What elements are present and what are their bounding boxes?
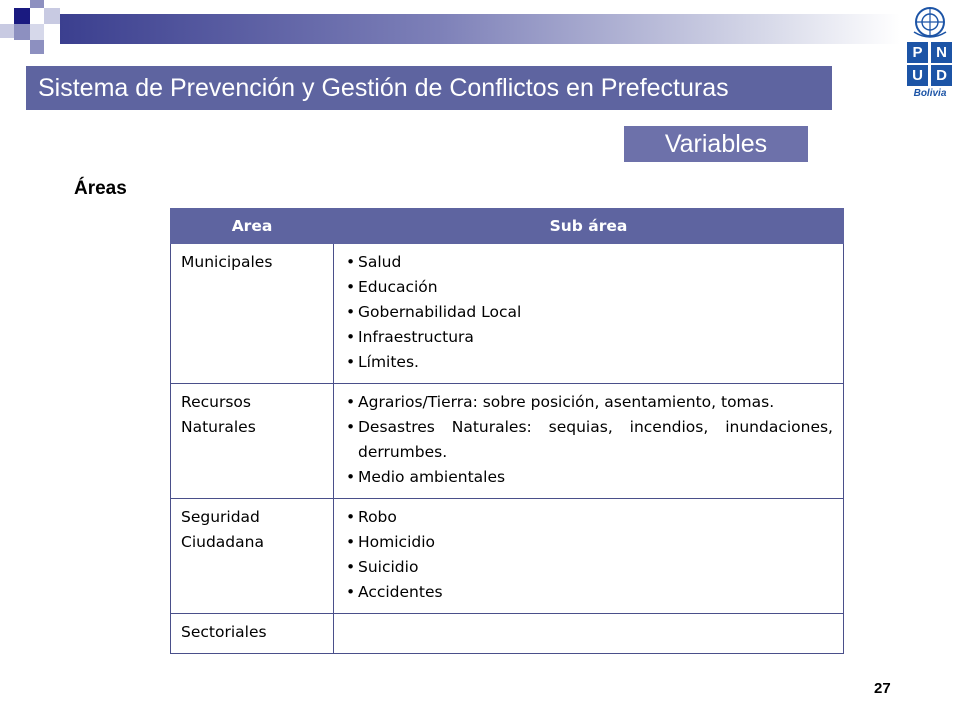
list-item: • Desastres Naturales: sequias, incendios, inundaciones, derrumbes.: [344, 415, 833, 465]
list-item: • Homicidio: [344, 530, 833, 555]
areas-table: [170, 208, 844, 654]
decor-square: [0, 24, 14, 38]
decor-square: [30, 40, 44, 54]
table-row: [171, 499, 844, 614]
decor-square: [30, 24, 44, 40]
logo-letter: D: [931, 65, 952, 86]
header-area: Area: [171, 209, 334, 244]
list-item: • Educación: [344, 275, 833, 300]
decor-gradient-bar: [60, 14, 900, 44]
list-item: • Medio ambientales: [344, 465, 833, 490]
list-item: • Accidentes: [344, 580, 833, 605]
table-row: [171, 244, 844, 384]
sub-area-cell: [334, 384, 844, 499]
area-cell: Municipales: [171, 244, 334, 384]
area-cell: Sectoriales: [171, 614, 334, 654]
list-item: • Infraestructura: [344, 325, 833, 350]
header-sub-area: Sub área: [334, 209, 844, 244]
list-item: • Suicidio: [344, 555, 833, 580]
area-cell: Recursos Naturales: [171, 384, 334, 499]
sub-area-cell: [334, 499, 844, 614]
logo-letter: N: [931, 42, 952, 63]
table-row: [171, 614, 844, 654]
decor-square: [14, 24, 30, 40]
page-title: Sistema de Prevención y Gestión de Conflictos en Prefecturas: [26, 66, 832, 110]
sub-area-cell: [334, 244, 844, 384]
decor-square: [30, 0, 44, 8]
sub-area-list: [344, 390, 833, 490]
sub-area-cell: [334, 614, 844, 654]
sub-area-list: [344, 250, 833, 375]
sub-area-list: [344, 505, 833, 605]
list-item: • Gobernabilidad Local: [344, 300, 833, 325]
table-row: [171, 384, 844, 499]
logo-letter: P: [907, 42, 928, 63]
list-item: • Robo: [344, 505, 833, 530]
decor-square: [44, 8, 60, 24]
logo-letter: U: [907, 65, 928, 86]
undp-logo: [904, 6, 956, 98]
section-title: Áreas: [74, 178, 127, 199]
logo-country: Bolivia: [913, 88, 947, 99]
table-header-row: [171, 209, 844, 244]
list-item: • Salud: [344, 250, 833, 275]
list-item: • Límites.: [344, 350, 833, 375]
variables-tag: Variables: [624, 126, 808, 162]
decor-square: [14, 8, 30, 24]
page-number: 27: [874, 680, 891, 697]
un-emblem-icon: [910, 6, 950, 40]
area-cell: Seguridad Ciudadana: [171, 499, 334, 614]
list-item: • Agrarios/Tierra: sobre posición, asentamiento, tomas.: [344, 390, 833, 415]
